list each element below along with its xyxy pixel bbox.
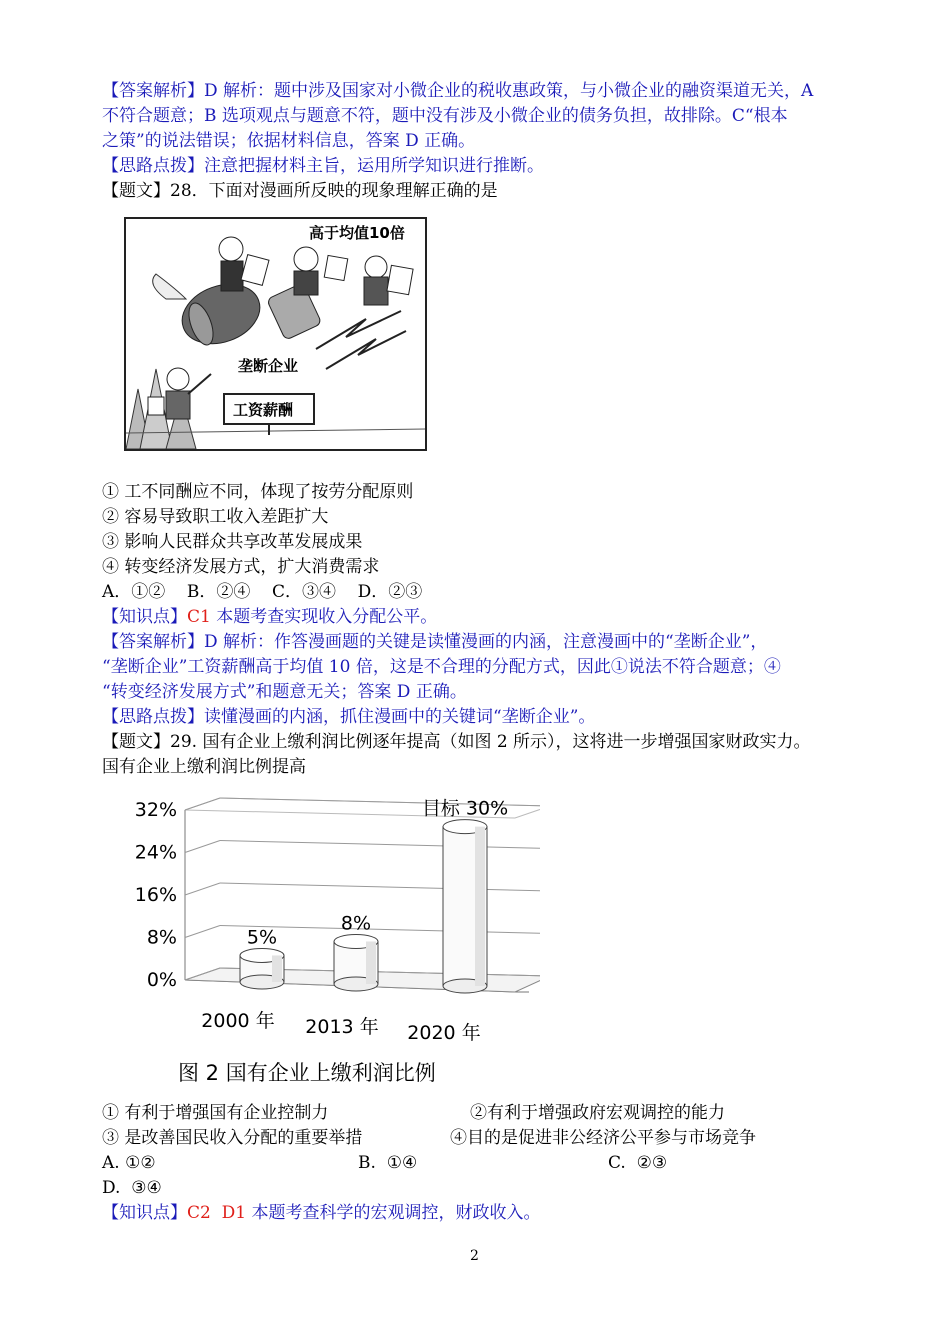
- answer-analysis-line: 之策”的说法错误；依据材料信息，答案 D 正确。: [102, 131, 476, 151]
- knowledge-point-tag: 【知识点】: [102, 607, 187, 627]
- question-text: 29. 国有企业上缴利润比例逐年提高（如图 2 所示），这将进一步增强国家财政实力。: [170, 732, 811, 752]
- option-item: ②有利于增强政府宏观调控的能力: [470, 1103, 725, 1123]
- chart-data-label: 5%: [246, 926, 278, 949]
- answer-analysis-line: [102, 630, 767, 654]
- answer-analysis-line: “垄断企业”工资薪酬高于均值 10 倍，这是不合理的分配方式，因此①说法不符合题意；④: [102, 657, 781, 677]
- thinking-tip-line: [102, 705, 595, 729]
- thinking-tip-tag: 【思路点拨】: [102, 156, 204, 176]
- answer-analysis-line: 不符合题意；B 选项观点与题意不符，题中没有涉及小微企业的债务负担，故排除。C“根本: [102, 106, 788, 126]
- chart-tick-label: 32%: [134, 799, 177, 821]
- knowledge-point-tag: 【知识点】: [102, 1203, 187, 1223]
- chart-data-label: 目标 30%: [421, 797, 509, 820]
- chart-svg: [120, 790, 540, 1095]
- option-item: ③ 是改善国民收入分配的重要举措: [102, 1128, 363, 1148]
- cartoon-label-monopoly: 垄断企业: [238, 357, 299, 375]
- chart-gridline: [185, 926, 220, 938]
- chart-bar-shade: [366, 942, 376, 985]
- profit-ratio-chart: [120, 790, 540, 1095]
- knowledge-point-text: 本题考查科学的宏观调控，财政收入。: [246, 1203, 541, 1223]
- option-item: ④目的是促进非公经济公平参与市场竞争: [450, 1128, 756, 1148]
- choice-c: C. ②③: [608, 1153, 668, 1173]
- answer-analysis-line: “转变经济发展方式”和题意无关；答案 D 正确。: [102, 682, 467, 702]
- answer-analysis-text: D 解析：作答漫画题的关键是读懂漫画的内涵，注意漫画中的“垄断企业”，: [204, 632, 768, 652]
- chart-tick-label: 0%: [146, 969, 177, 991]
- option-item: ④ 转变经济发展方式，扩大消费需求: [102, 557, 380, 577]
- choices-line: A．①② B．②④ C．③④ D．②③: [102, 582, 423, 602]
- thinking-tip-text: 注意把握材料主旨，运用所学知识进行推断。: [204, 156, 544, 176]
- question-text: 28．下面对漫画所反映的现象理解正确的是: [170, 181, 498, 201]
- chart-tick-label: 8%: [146, 926, 177, 949]
- question-stem-continued: 国有企业上缴利润比例提高: [102, 757, 306, 777]
- chart-gridline: [220, 883, 540, 891]
- chart-gridline: [185, 883, 220, 895]
- choice-b: B. ①④: [358, 1153, 418, 1173]
- question-stem: [102, 179, 498, 203]
- option-item: ③ 影响人民群众共享改革发展成果: [102, 532, 363, 552]
- page-number: 2: [470, 1248, 479, 1264]
- chart-data-label: 8%: [340, 912, 372, 935]
- question-stem: [102, 730, 811, 754]
- question-tag: 【题文】: [102, 732, 170, 752]
- chart-gridline: [220, 841, 540, 849]
- thinking-tip-text: 读懂漫画的内涵，抓住漫画中的关键词“垄断企业”。: [204, 707, 596, 727]
- chart-bar-shade: [272, 955, 282, 982]
- chart-category-label: 2000 年: [201, 1010, 275, 1032]
- chart-category-label: 2020 年: [407, 1022, 481, 1044]
- cartoon-image: [124, 217, 427, 451]
- cartoon-label-salary: 工资薪酬: [233, 401, 294, 419]
- option-item: ① 有利于增强国有企业控制力: [102, 1103, 329, 1123]
- chart-title: 图 2 国有企业上缴利润比例: [178, 1061, 436, 1085]
- chart-gridline: [185, 798, 220, 810]
- cartoon-label-top: 高于均值10倍: [309, 224, 405, 242]
- knowledge-point-line: [102, 605, 437, 629]
- knowledge-point-code: C2 D1: [187, 1203, 247, 1223]
- knowledge-point-code: C1: [187, 607, 211, 627]
- choice-d: D. ③④: [102, 1178, 162, 1198]
- chart-category-label: 2013 年: [305, 1016, 379, 1038]
- chart-gridline: [185, 841, 220, 853]
- chart-tick-label: 24%: [134, 841, 177, 864]
- chart-bar-shade: [475, 827, 485, 986]
- chart-tick-label: 16%: [134, 884, 177, 906]
- option-item: ① 工不同酬应不同，体现了按劳分配原则: [102, 482, 414, 502]
- answer-analysis-tag: 【答案解析】: [102, 81, 204, 101]
- option-item: ② 容易导致职工收入差距扩大: [102, 507, 329, 527]
- thinking-tip-tag: 【思路点拨】: [102, 707, 204, 727]
- answer-analysis-text: D 解析：题中涉及国家对小微企业的税收惠政策，与小微企业的融资渠道无关，A: [204, 81, 814, 101]
- answer-analysis-tag: 【答案解析】: [102, 632, 204, 652]
- knowledge-point-line: [102, 1201, 540, 1225]
- choice-a: A. ①②: [102, 1153, 156, 1173]
- question-tag: 【题文】: [102, 181, 170, 201]
- answer-analysis-line: [102, 79, 813, 103]
- thinking-tip-line: [102, 154, 544, 178]
- knowledge-point-text: 本题考查实现收入分配公平。: [210, 607, 438, 627]
